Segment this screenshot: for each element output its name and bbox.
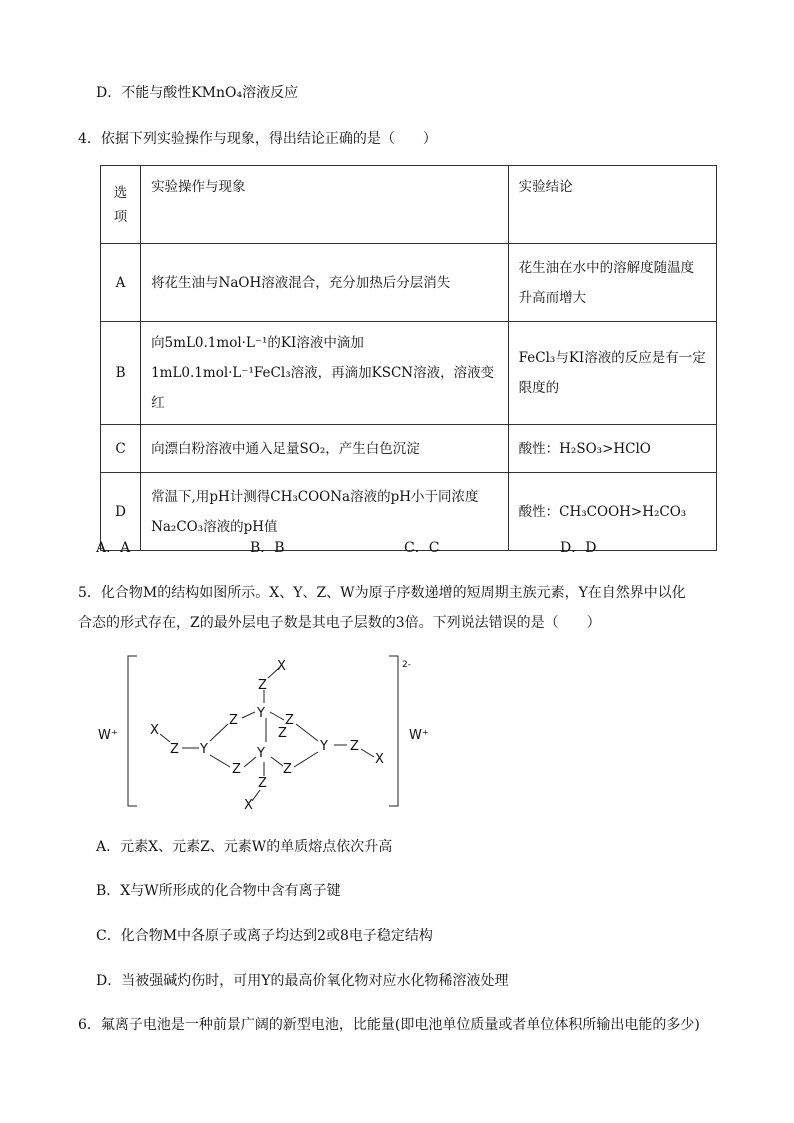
bond — [296, 724, 318, 741]
atom-x: X — [375, 752, 384, 767]
left-bracket — [128, 656, 137, 806]
row-conclusion: 花生油在水中的溶解度随温度升高而增大 — [508, 244, 716, 322]
bond — [160, 734, 170, 742]
row-operation: 常温下,用pH计测得CH₃COONa溶液的pH小于同浓度Na₂CO₃溶液的pH值 — [141, 473, 509, 551]
row-conclusion: 酸性：CH₃COOH>H₂CO₃ — [508, 473, 716, 551]
header-conclusion: 实验结论 — [508, 166, 716, 244]
right-bracket — [389, 656, 398, 806]
row-option: A — [101, 244, 141, 322]
row-conclusion: 酸性：H₂SO₃>HClO — [508, 425, 716, 473]
bond — [242, 712, 255, 718]
bond — [271, 757, 283, 766]
row-operation: 将花生油与NaOH溶液混合，充分加热后分层消失 — [141, 244, 509, 322]
header-option: 选项 — [101, 166, 141, 244]
atom-z: Z — [278, 726, 287, 741]
row-conclusion: FeCl₃与KI溶液的反应是有一定限度的 — [508, 322, 716, 425]
row-option: B — [101, 322, 141, 425]
q6-stem: 6．氟离子电池是一种前景广阔的新型电池，比能量(即电池单位质量或者单位体积所输出电能的多少) — [78, 1017, 700, 1033]
atom-z: Z — [170, 742, 179, 757]
atom-x: X — [277, 659, 286, 674]
q4-stem: 4．依据下列实验操作与现象，得出结论正确的是（ ） — [78, 131, 437, 147]
atom-z: Z — [232, 762, 241, 777]
bond — [252, 790, 260, 801]
row-option: D — [101, 473, 141, 551]
row-operation: 向漂白粉溶液中通入足量SO₂，产生白色沉淀 — [141, 425, 509, 473]
charge-label: 2- — [402, 660, 411, 670]
atom-x: X — [150, 723, 159, 738]
row-operation: 向5mL0.1mol·L⁻¹的KI溶液中滴加1mL0.1mol·L⁻¹FeCl₃溶液，再滴加KSCN溶液，溶液变红 — [141, 322, 509, 425]
atom-z: Z — [285, 713, 294, 728]
atom-y: Y — [320, 739, 328, 754]
q5-stem-line1: 5．化合物M的结构如图所示。X、Y、Z、W为原子序数递增的短周期主族元素，Y在自然界中以化 — [78, 585, 686, 601]
bond — [361, 749, 374, 757]
q4-choice-a[interactable]: A．A — [96, 540, 131, 556]
q5-option-c[interactable]: C．化合物M中各原子或离子均达到2或8电子稳定结构 — [96, 928, 433, 944]
q4-choice-c[interactable]: C．C — [404, 540, 440, 556]
atom-z: Z — [283, 762, 292, 777]
q5-stem-line2: 合态的形式存在，Z的最外层电子数是其电子层数的3倍。下列说法错误的是（ ） — [78, 615, 601, 631]
q5-option-d[interactable]: D．当被强碱灼伤时，可用Y的最高价氧化物对应水化物稀溶液处理 — [96, 973, 509, 989]
cation-w-right: W⁺ — [409, 728, 429, 743]
q4-choice-d[interactable]: D．D — [560, 540, 597, 556]
q3-option-d: D．不能与酸性KMnO₄溶液反应 — [96, 85, 299, 101]
atom-z: Z — [258, 678, 267, 693]
bond — [210, 755, 230, 767]
bond — [244, 757, 256, 767]
bond — [294, 752, 318, 767]
atom-x: X — [244, 798, 253, 813]
row-option: C — [101, 425, 141, 473]
header-operation: 实验操作与现象 — [141, 166, 509, 244]
atom-y: Y — [257, 706, 265, 721]
q5-option-b[interactable]: B．X与W所形成的化合物中含有离子键 — [96, 883, 341, 899]
atom-y: Y — [200, 742, 208, 757]
q5-option-a[interactable]: A．元素X、元素Z、元素W的单质熔点依次升高 — [96, 839, 393, 855]
cation-w-left: W⁺ — [98, 728, 118, 743]
atom-z: Z — [258, 776, 267, 791]
atom-y: Y — [257, 746, 265, 761]
atom-z: Z — [350, 739, 359, 754]
atom-z: Z — [229, 713, 238, 728]
bond — [270, 712, 284, 720]
bond — [210, 724, 228, 741]
q4-choice-b[interactable]: B．B — [250, 540, 285, 556]
